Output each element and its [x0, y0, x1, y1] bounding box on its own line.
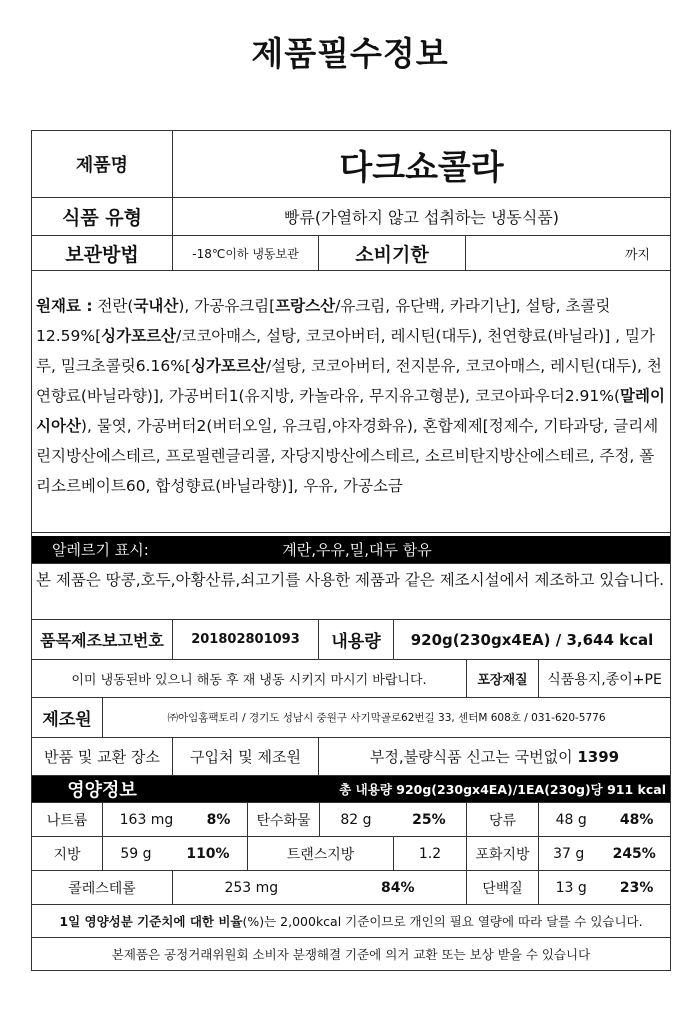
sugar-amount: 48 g [555, 811, 587, 828]
ingredient-origin: 싱가포르산 [101, 327, 177, 345]
compensation-notice: 본제품은 공정거래위원회 소비자 분쟁해결 기준에 의거 교환 또는 보상 받을 수 있습니다 [111, 947, 591, 962]
nutrition-row-1 [32, 803, 670, 837]
allergy-value: 계란,우유,밀,대두 함유 [282, 541, 432, 559]
sat-fat-amount: 37 g [553, 845, 585, 862]
carbs-cell [320, 803, 467, 836]
ingredient-text: 전란( [92, 297, 134, 315]
packaging-value: 식품용지,종이+PE [547, 671, 662, 688]
footer-row [32, 938, 670, 970]
daily-value-note-text: (%)는 2,000kcal 기준이므로 개인의 필요 열량에 따라 달를 수 있습니다. [242, 914, 643, 929]
maker-row [32, 698, 670, 738]
protein-pct: 23% [619, 879, 654, 896]
fat-amount: 59 g [120, 845, 152, 862]
daily-value-note-row [32, 905, 670, 938]
storage-row [32, 236, 670, 271]
protein-name: 단백질 [467, 871, 539, 904]
carbs-amount: 82 g [340, 811, 372, 828]
food-type-row [32, 198, 670, 236]
daily-value-note [32, 905, 670, 937]
sugar-name: 당류 [467, 803, 539, 836]
ingredient-text: /유크림, 유단백, 카라기난], 설탕, 초콜릿12.59%[ [36, 297, 611, 345]
storage-label: 보관방법 [32, 236, 173, 270]
sodium-name: 나트륨 [32, 803, 103, 836]
sodium-amount: 163 mg [119, 811, 174, 828]
refreeze-row [32, 660, 670, 698]
maker-label: 제조원 [32, 698, 103, 737]
carbs-pct: 25% [412, 811, 446, 828]
cross-contamination-notice: 본 제품은 땅콩,호두,아황산류,쇠고기를 사용한 제품과 같은 제조시설에서 제조하고 있습니다. [32, 564, 670, 620]
cholesterol-amount: 253 mg [224, 879, 279, 896]
cholesterol-cell [173, 871, 467, 904]
sat-fat-pct: 245% [612, 845, 656, 862]
storage-value: -18℃이하 냉동보관 [173, 236, 319, 270]
daily-value-note-bold: 1일 영양성분 기준치에 대한 비율 [59, 914, 243, 929]
content-label: 내용량 [319, 620, 394, 659]
packaging-label: 포장재질 [467, 660, 539, 697]
ingredient-origin: 국내산 [133, 297, 179, 315]
allergy-bar [32, 536, 670, 564]
product-info-sheet [31, 130, 671, 971]
sugar-pct: 48% [619, 811, 654, 828]
page-title: 제품필수정보 [251, 34, 449, 73]
product-name-row [32, 131, 670, 198]
ingredient-text: /코코아매스, 설탕, 코코아버터, 레시틴(대두), 천연향료(바닐라)] , 밀가루, 밀크초콜릿6.16%[ [36, 327, 655, 375]
ingredients-text [36, 297, 665, 495]
content-value: 920g(230gx4EA) / 3,644 kcal [410, 630, 654, 649]
returns-label: 반품 및 교환 장소 [32, 738, 173, 775]
report-number-label: 품목제조보고번호 [32, 620, 173, 659]
ingredients-label: 원재료 : [36, 297, 93, 315]
product-name: 다크쇼콜라 [339, 147, 504, 188]
ingredient-text: /설탕, 코코아버터, 전지분유, 코코아매스, 레시틴(대두), 천연향료(바닐라향)], 가공버터1(유지방, 카놀라유, 무지유고형분), 코코아파우더2.91%( [36, 357, 662, 405]
report-row [32, 620, 670, 660]
fat-cell [103, 837, 248, 870]
food-type-label: 식품 유형 [32, 198, 173, 235]
ingredient-origin: 프랑스산 [275, 297, 336, 315]
fat-pct: 110% [186, 845, 230, 862]
nutrition-label: 영양정보 [67, 780, 137, 801]
cholesterol-name: 콜레스테롤 [32, 871, 173, 904]
cholesterol-pct: 84% [381, 879, 415, 896]
expiry-value: 까지 [624, 247, 650, 263]
ingredients [32, 271, 670, 533]
nutrition-header [32, 776, 670, 803]
sat-fat-cell [539, 837, 670, 870]
nutrition-row-2 [32, 837, 670, 871]
food-type-value: 빵류(가열하지 않고 섭취하는 냉동식품) [283, 208, 560, 227]
trans-fat-name: 트랜스지방 [248, 837, 394, 870]
nutrition-summary: 총 내용량 920g(230gx4EA)/1EA(230g)당 911 kcal [339, 782, 666, 797]
product-name-label: 제품명 [32, 131, 173, 197]
report-hotline [319, 738, 670, 775]
returns-row [32, 738, 670, 776]
maker-value: ㈜아임홈팩토리 / 경기도 성남시 중원구 사기막골로62번길 33, 센터M 608호 / 031-620-5776 [167, 712, 606, 724]
report-hotline-number: 1399 [577, 747, 620, 766]
fat-name: 지방 [32, 837, 103, 870]
sugar-cell [539, 803, 670, 836]
nutrition-row-3 [32, 871, 670, 905]
carbs-name: 탄수화물 [248, 803, 320, 836]
protein-cell [539, 871, 670, 904]
expiry-label: 소비기한 [319, 236, 466, 270]
ingredient-origin: 싱가포르산 [190, 357, 266, 375]
sat-fat-name: 포화지방 [467, 837, 539, 870]
report-number: 201802801093 [173, 620, 319, 659]
refreeze-notice: 이미 냉동된바 있으니 해동 후 재 냉동 시키지 마시기 바랍니다. [32, 660, 467, 697]
returns-value: 구입처 및 제조원 [173, 738, 319, 775]
allergy-label: 알레르기 표시: [52, 541, 149, 559]
ingredient-origin: 말레이시아산 [36, 387, 665, 435]
protein-amount: 13 g [555, 879, 587, 896]
trans-fat-amount: 1.2 [394, 837, 467, 870]
ingredient-text: ), 물엿, 가공버터2(버터오일, 유크림,야자경화유), 혼합제제[정제수, 기타과당, 글리세린지방산에스테르, 프로필렌글리콜, 자당지방산에스테르, 소르비탄지방산에스테르, 주정, 폴리소르베이트60, 합성향료(바닐라향)], 우유, 가공소금 [36, 417, 659, 495]
report-hotline-text: 부정,불량식품 신고는 국번없이 [369, 748, 573, 766]
ingredient-text: ), 가공유크림[ [178, 297, 276, 315]
sodium-pct: 8% [206, 811, 231, 828]
sodium-cell [103, 803, 248, 836]
